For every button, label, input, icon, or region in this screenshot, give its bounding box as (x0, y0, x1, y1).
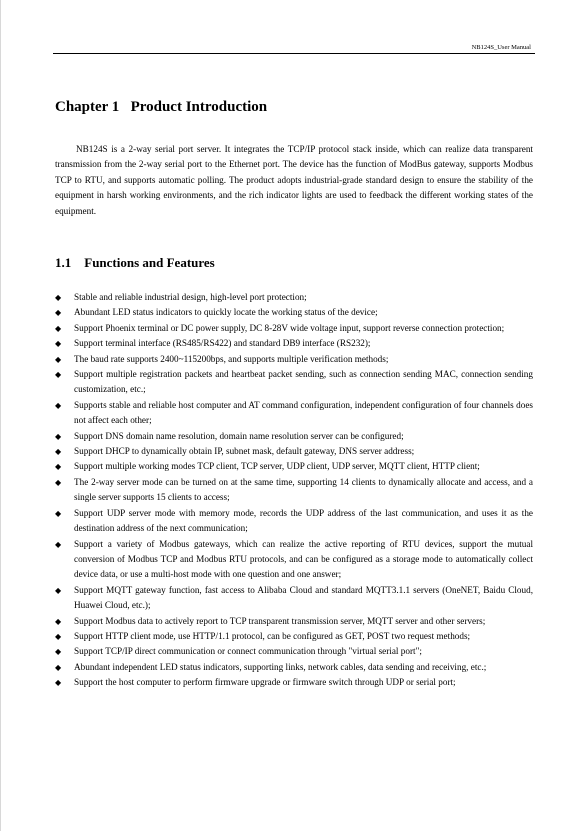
diamond-bullet-icon: ◆ (55, 323, 62, 333)
diamond-bullet-icon: ◆ (55, 616, 62, 626)
diamond-bullet-icon: ◆ (55, 462, 62, 472)
feature-text: Support DNS domain name resolution, domain name resolution server can be configured; (74, 430, 404, 441)
feature-item (55, 429, 533, 444)
diamond-bullet-icon: ◆ (55, 647, 62, 657)
diamond-bullet-icon: ◆ (55, 354, 62, 364)
diamond-bullet-icon: ◆ (55, 539, 62, 549)
feature-text: Support multiple working modes TCP client, TCP server, UDP client, UDP server, MQTT client, HTTP client; (74, 461, 480, 472)
feature-text: Supports stable and reliable host computer and AT command configuration, independent configuration of four channels does not affect each other; (74, 399, 533, 426)
feature-item (55, 475, 533, 506)
feature-item (55, 644, 533, 659)
diamond-bullet-icon: ◆ (55, 678, 62, 688)
feature-text: Support DHCP to dynamically obtain IP, subnet mask, default gateway, DNS server address; (74, 446, 415, 457)
diamond-bullet-icon: ◆ (55, 370, 62, 380)
diamond-bullet-icon: ◆ (55, 447, 62, 457)
diamond-bullet-icon: ◆ (55, 431, 62, 441)
feature-item (55, 367, 533, 398)
feature-item (55, 675, 533, 690)
feature-item (55, 444, 533, 459)
diamond-bullet-icon: ◆ (55, 293, 62, 302)
feature-text: Support Modbus data to actively report to TCP transparent transmission server, MQTT server and other servers; (74, 615, 486, 626)
diamond-bullet-icon: ◆ (55, 339, 62, 349)
header-rule (53, 53, 535, 54)
diamond-bullet-icon: ◆ (55, 508, 62, 518)
feature-text: Support terminal interface (RS485/RS422) and standard DB9 interface (RS232); (74, 338, 371, 349)
feature-item (55, 583, 533, 614)
feature-item (55, 614, 533, 629)
feature-text: The baud rate supports 2400~115200bps, and supports multiple verification methods; (74, 353, 389, 364)
section-number: 1.1 (55, 255, 72, 270)
section-heading (55, 254, 215, 272)
feature-item (55, 398, 533, 429)
diamond-bullet-icon: ◆ (55, 662, 62, 672)
chapter-title: Product Introduction (130, 99, 268, 115)
feature-item (55, 506, 533, 537)
diamond-bullet-icon: ◆ (55, 308, 62, 318)
feature-text: Support MQTT gateway function, fast access to Alibaba Cloud and standard MQTT3.1.1 servers (OneNET, Baidu Cloud, Huawei Cloud, etc.); (74, 584, 533, 611)
feature-item (55, 336, 533, 351)
feature-text: Support HTTP client mode, use HTTP/1.1 protocol, can be configured as GET, POST two request methods; (74, 630, 471, 641)
diamond-bullet-icon: ◆ (55, 585, 62, 595)
feature-text: Stable and reliable industrial design, high-level port protection; (74, 292, 307, 302)
feature-item (55, 321, 533, 336)
chapter-number: Chapter 1 (55, 99, 120, 115)
feature-text: Support TCP/IP direct communication or connect communication through "virtual serial port"; (74, 646, 422, 657)
feature-text: Support a variety of Modbus gateways, which can realize the active reporting of RTU devices, support the mutual conversion of Modbus TCP and Modbus RTU protocols, and can be configured as a storage mode to automatically collect device data, or use a multi-host mode with one question and one answer; (74, 538, 533, 580)
feature-text: Support UDP server mode with memory mode, records the UDP address of the last communication, and uses it as the destination address of the next communication; (74, 507, 533, 534)
feature-text: Abundant LED status indicators to quickly locate the working status of the device; (74, 307, 378, 318)
diamond-bullet-icon: ◆ (55, 631, 62, 641)
running-header: NB124S_User Manual (471, 44, 531, 51)
feature-item (55, 352, 533, 367)
feature-list (55, 290, 533, 691)
chapter-heading (55, 97, 267, 117)
feature-item (55, 459, 533, 474)
feature-item (55, 290, 533, 305)
feature-text: Support multiple registration packets and heartbeat packet sending, such as connection sending MAC, connection sending customization, etc.; (74, 369, 533, 395)
page-edge (0, 0, 1, 831)
feature-text: Support Phoenix terminal or DC power supply, DC 8-28V wide voltage input, support reverse connection protection; (74, 322, 505, 333)
feature-text: Abundant independent LED status indicators, supporting links, network cables, data sending and receiving, etc.; (74, 661, 487, 672)
intro-paragraph: NB124S is a 2-way serial port server. It integrates the TCP/IP protocol stack inside, which can realize data transparent transmission from the 2-way serial port to the Ethernet port. The device has the function of ModBus gateway, supports Modbus TCP to RTU, and supports automatic polling. The product adopts industrial-grade standard design to ensure the stability of the equipment in harsh working environments, and the rich indicator lights are used to feedback the different working states of the equipment. (55, 144, 533, 216)
feature-item (55, 537, 533, 583)
feature-item (55, 660, 533, 675)
diamond-bullet-icon: ◆ (55, 477, 62, 487)
feature-text: The 2-way server mode can be turned on at the same time, supporting 14 clients to dynamically allocate and access, and a single server supports 15 clients to access; (74, 476, 533, 503)
feature-item (55, 305, 533, 320)
section-title: Functions and Features (84, 255, 215, 270)
feature-item (55, 629, 533, 644)
diamond-bullet-icon: ◆ (55, 400, 62, 410)
feature-text: Support the host computer to perform firmware upgrade or firmware switch through UDP or serial port; (74, 677, 456, 688)
